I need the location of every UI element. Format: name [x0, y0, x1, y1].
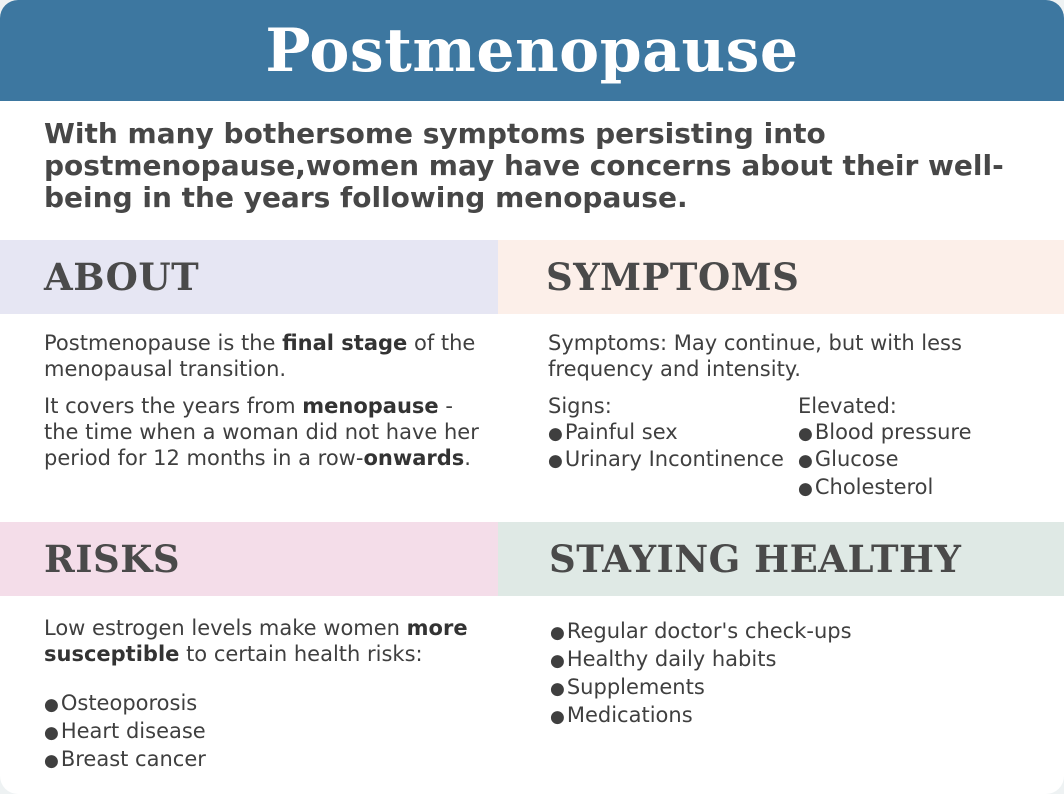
risks-text: Low estrogen levels make women	[44, 616, 407, 640]
list-item	[550, 646, 1010, 674]
list-item-label: Blood pressure	[814, 419, 972, 444]
elevated-list-block	[798, 394, 1048, 502]
symptoms-header-band	[498, 240, 1064, 314]
signs-list	[548, 420, 798, 475]
about-header-band	[0, 240, 498, 314]
elevated-list	[798, 420, 1048, 503]
list-item	[550, 702, 1010, 730]
about-paragraph-2	[44, 393, 484, 471]
bullet-icon: ●	[550, 651, 565, 671]
risks-body	[44, 615, 484, 667]
bullet-icon: ●	[550, 679, 565, 699]
intro-text: With many bothersome symptoms persisting into postmenopause,women may have concerns about their well-being in the years following menopause.	[44, 117, 1004, 214]
list-item	[550, 618, 1010, 646]
list-item-label: Heart disease	[60, 719, 206, 743]
bullet-icon: ●	[550, 623, 565, 643]
risks-list-block	[44, 690, 206, 774]
bullet-icon: ●	[798, 478, 813, 499]
risks-text-end: to certain health risks:	[179, 642, 423, 666]
list-item-label: Glucose	[814, 447, 899, 471]
list-item	[548, 447, 798, 475]
list-item	[44, 718, 206, 746]
about-p2-emphasis: menopause	[302, 394, 439, 418]
symptoms-heading: SYMPTOMS	[546, 255, 800, 299]
list-item	[798, 447, 1048, 475]
list-item	[44, 690, 206, 718]
list-item-label: Regular doctor's check-ups	[566, 619, 852, 643]
bullet-icon: ●	[44, 751, 59, 771]
healthy-heading: STAYING HEALTHY	[549, 537, 962, 581]
healthy-list	[550, 618, 1010, 730]
about-p2-emphasis-2: onwards	[363, 446, 465, 470]
bullet-icon: ●	[44, 695, 59, 715]
risks-heading: RISKS	[44, 537, 181, 581]
about-body	[44, 330, 484, 471]
risks-list	[44, 690, 206, 774]
healthy-list-block	[550, 618, 1010, 730]
bullet-icon: ●	[798, 423, 813, 444]
about-heading: ABOUT	[44, 255, 200, 299]
symptoms-intro	[548, 330, 1028, 382]
about-p2-text-end: .	[464, 446, 471, 470]
list-item-label: Osteoporosis	[60, 691, 198, 715]
list-item-label: Breast cancer	[60, 747, 206, 771]
risks-emphasis: more susceptible	[44, 616, 468, 666]
signs-list-block	[548, 394, 798, 475]
risks-paragraph	[44, 615, 484, 667]
bullet-icon: ●	[550, 707, 565, 727]
about-p1-text-end: of the menopausal transition.	[44, 331, 476, 381]
symptoms-intro-text: Symptoms: May continue, but with less frequency and intensity.	[548, 331, 962, 381]
list-item	[44, 746, 206, 774]
about-p1-text: Postmenopause is the	[44, 331, 283, 355]
list-item	[798, 420, 1048, 448]
healthy-header-band	[498, 522, 1064, 596]
elevated-label: Elevated:	[798, 394, 897, 418]
bullet-icon: ●	[548, 423, 563, 444]
about-paragraph-1	[44, 330, 484, 382]
page-title: Postmenopause	[265, 15, 799, 86]
bullet-icon: ●	[548, 451, 563, 471]
signs-label: Signs:	[548, 394, 612, 418]
about-p2-text: It covers the years from	[44, 394, 303, 418]
list-item	[550, 674, 1010, 702]
list-item-label: Medications	[566, 703, 693, 727]
list-item	[548, 420, 798, 448]
bullet-icon: ●	[798, 451, 813, 471]
risks-header-band	[0, 522, 498, 596]
list-item-label: Cholesterol	[814, 474, 934, 499]
list-item-label: Supplements	[566, 675, 705, 699]
about-p1-emphasis: final stage	[282, 331, 408, 355]
list-item-label: Healthy daily habits	[566, 647, 777, 671]
bullet-icon: ●	[44, 723, 59, 743]
list-item	[798, 475, 1048, 503]
list-item-label: Painful sex	[564, 419, 678, 444]
list-item-label: Urinary Incontinence	[564, 447, 784, 471]
about-p2-text-mid: - the time when a woman did not have her period for 12 months in a row-	[44, 394, 479, 470]
title-bar	[0, 0, 1064, 101]
